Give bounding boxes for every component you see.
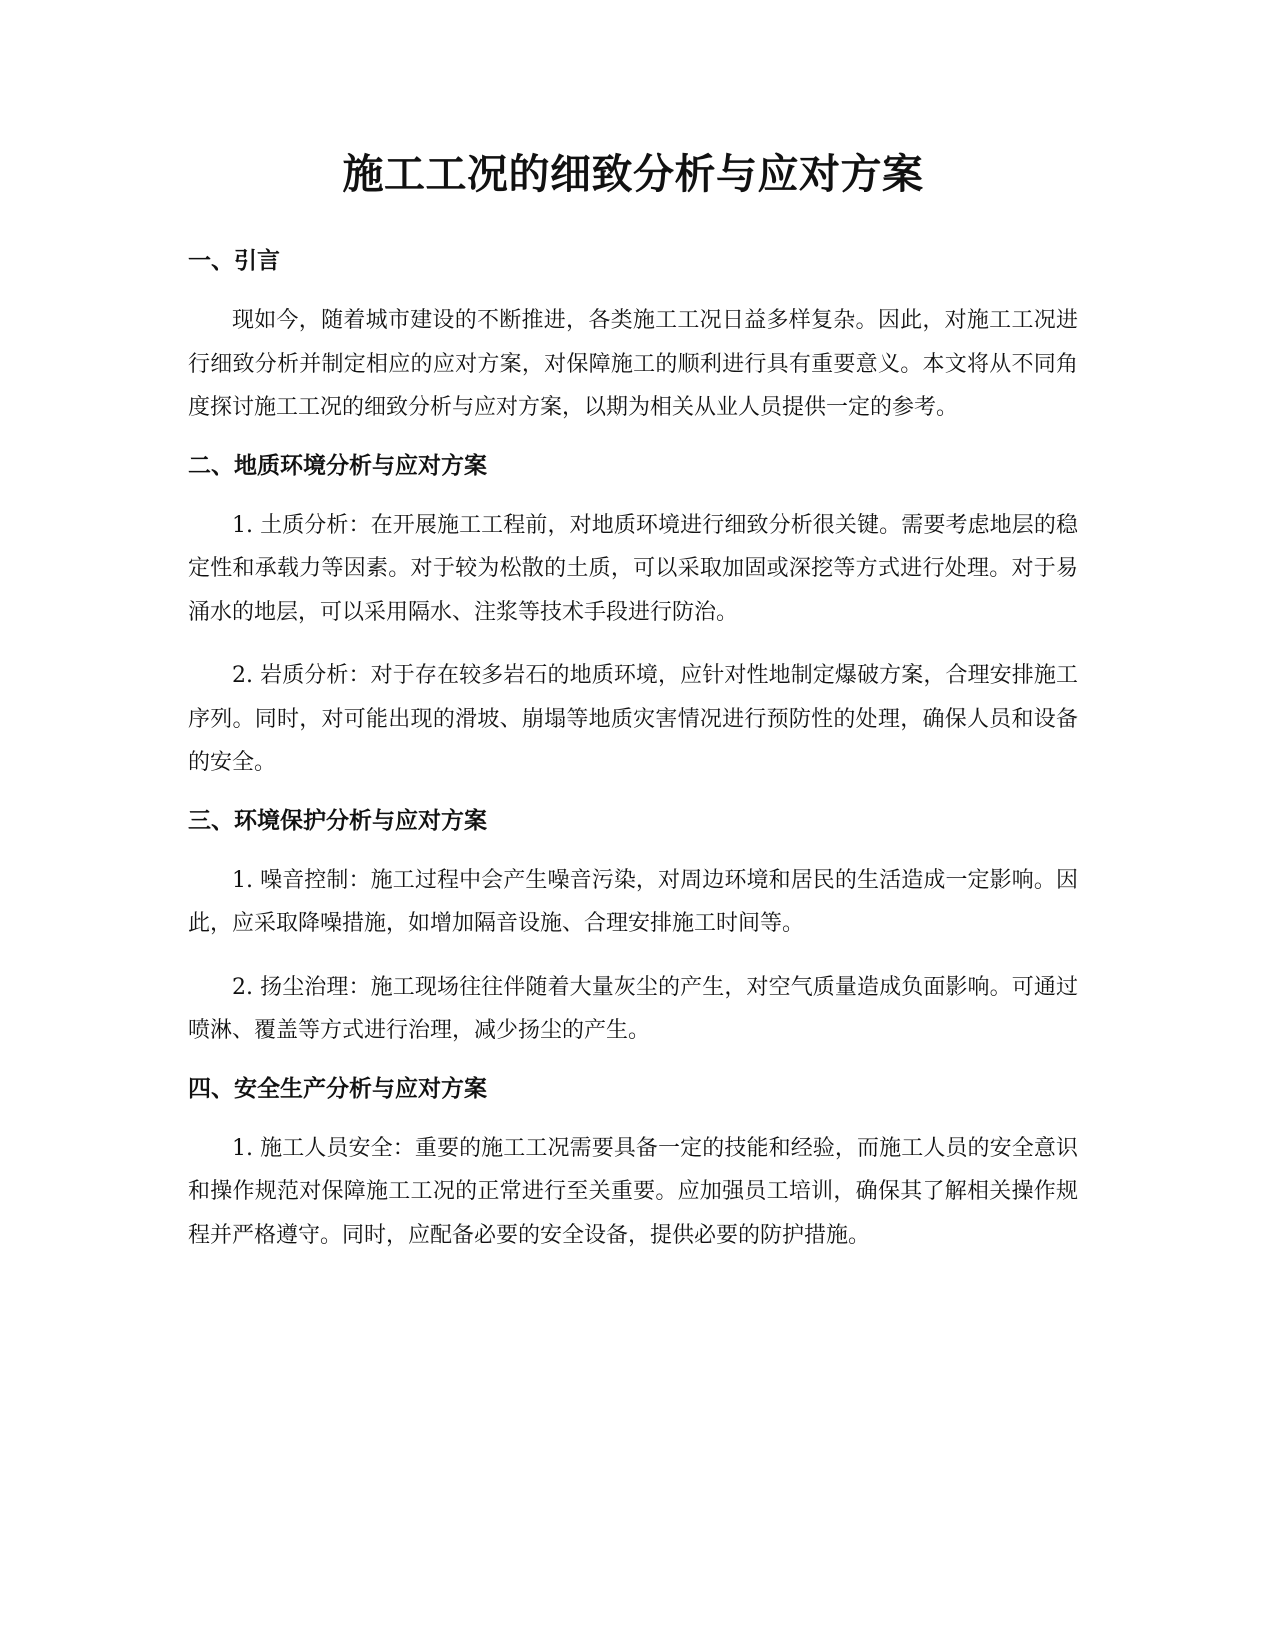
section-heading: 三、环境保护分析与应对方案 [188,807,487,834]
paragraph: 1. 施工人员安全：重要的施工工况需要具备一定的技能和经验，而施工人员的安全意识和操作规范对保障施工工况的正常进行至关重要。应加强员工培训，确保其了解相关操作规程并严格遵守。同时，应配备必要的安全设备，提供必要的防护措施。 [188,1135,1078,1248]
section-heading: 一、引言 [188,248,280,274]
section-introduction [188,245,1078,430]
section-environment [188,805,1078,1053]
section-safety [188,1073,1078,1258]
paragraph: 1. 噪音控制：施工过程中会产生噪音污染，对周边环境和居民的生活造成一定影响。因此，应采取降噪措施，如增加隔音设施、合理安排施工时间等。 [188,867,1078,936]
paragraph: 1. 土质分析：在开展施工工程前，对地质环境进行细致分析很关键。需要考虑地层的稳定性和承载力等因素。对于较为松散的土质，可以采取加固或深挖等方式进行处理。对于易涌水的地层，可以采用隔水、注浆等技术手段进行防治。 [188,512,1078,625]
paragraph: 现如今，随着城市建设的不断推进，各类施工工况日益多样复杂。因此，对施工工况进行细致分析并制定相应的应对方案，对保障施工的顺利进行具有重要意义。本文将从不同角度探讨施工工况的细致分析与应对方案，以期为相关从业人员提供一定的参考。 [188,308,1078,420]
paragraph: 2. 岩质分析：对于存在较多岩石的地质环境，应针对性地制定爆破方案，合理安排施工序列。同时，对可能出现的滑坡、崩塌等地质灾害情况进行预防性的处理，确保人员和设备的安全。 [188,663,1078,775]
document-title: 施工工况的细致分析与应对方案 [342,150,924,198]
paragraph: 2. 扬尘治理：施工现场往往伴随着大量灰尘的产生，对空气质量造成负面影响。可通过喷淋、覆盖等方式进行治理，减少扬尘的产生。 [188,974,1078,1043]
section-heading: 二、地质环境分析与应对方案 [188,452,487,479]
section-geology [188,450,1078,785]
section-heading: 四、安全生产分析与应对方案 [188,1075,487,1102]
